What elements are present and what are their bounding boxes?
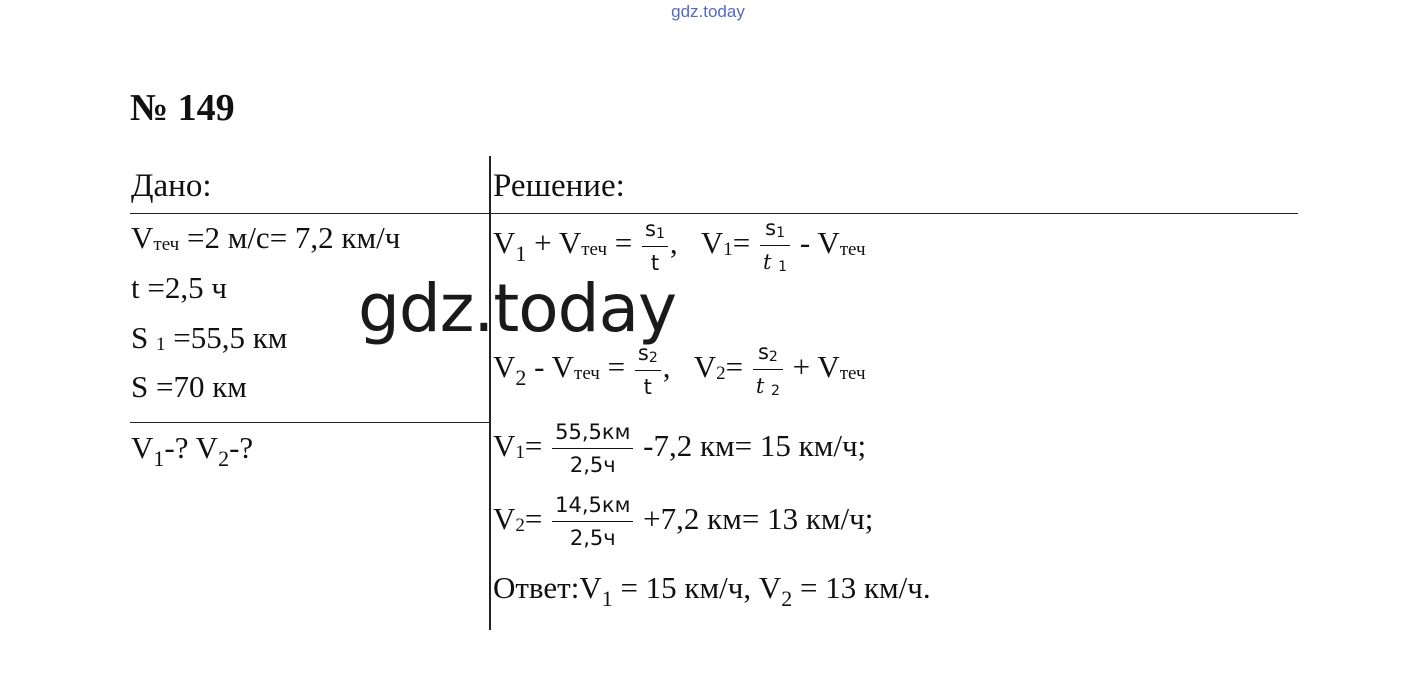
- watermark: gdz.today: [358, 270, 677, 347]
- vertical-divider: [489, 156, 491, 630]
- given-divider: [130, 422, 489, 423]
- find-line: $V_1-$? $V_2-$?: [131, 430, 254, 471]
- fraction: $\frac{55,5км}{2,5ч}$: [552, 422, 633, 476]
- fraction: $\frac{s1}{t}$: [642, 219, 668, 274]
- site-link[interactable]: gdz.today: [671, 2, 745, 21]
- calculation-1: V1= $\frac{55,5км}{2,5ч}$ -7,2 км= 15 км/ч;: [493, 420, 867, 477]
- given-item: S 1 =55,5 км: [131, 320, 288, 355]
- problem-title: № 149: [130, 87, 235, 129]
- given-item: S =70 км: [131, 369, 247, 404]
- fraction: $\frac{14,5км}{2,5ч}$: [552, 495, 633, 549]
- equation-2: $V_2$ - Vтеч = $\frac{s2}{t}$ , V2= $\frac{s2}{t 2}$ + Vтеч: [493, 340, 866, 399]
- given-heading: Дано:: [131, 168, 212, 204]
- given-item: t =2,5 ч: [131, 270, 227, 305]
- answer-line: $Ответ:V_1 = 15$ км/ч, $V_2 = 13$ км/ч.: [493, 570, 931, 611]
- solution-heading: Решение:: [493, 168, 625, 204]
- given-item: Vтеч =2 м/с= 7,2 км/ч: [131, 220, 401, 255]
- fraction: $\frac{s2}{t}$: [635, 343, 661, 398]
- fraction: $\frac{s2}{t 2}$: [753, 342, 783, 398]
- calculation-2: V2= $\frac{14,5км}{2,5ч}$ +7,2 км= 13 км/ч;: [493, 493, 874, 550]
- fraction: $\frac{s1}{t 1}$: [760, 218, 790, 274]
- header-divider: [130, 213, 1298, 214]
- equation-1: $V_1$ + Vтеч = $\frac{s1}{t}$ , V1= $\frac{s1}{t 1}$ - Vтеч: [493, 216, 866, 275]
